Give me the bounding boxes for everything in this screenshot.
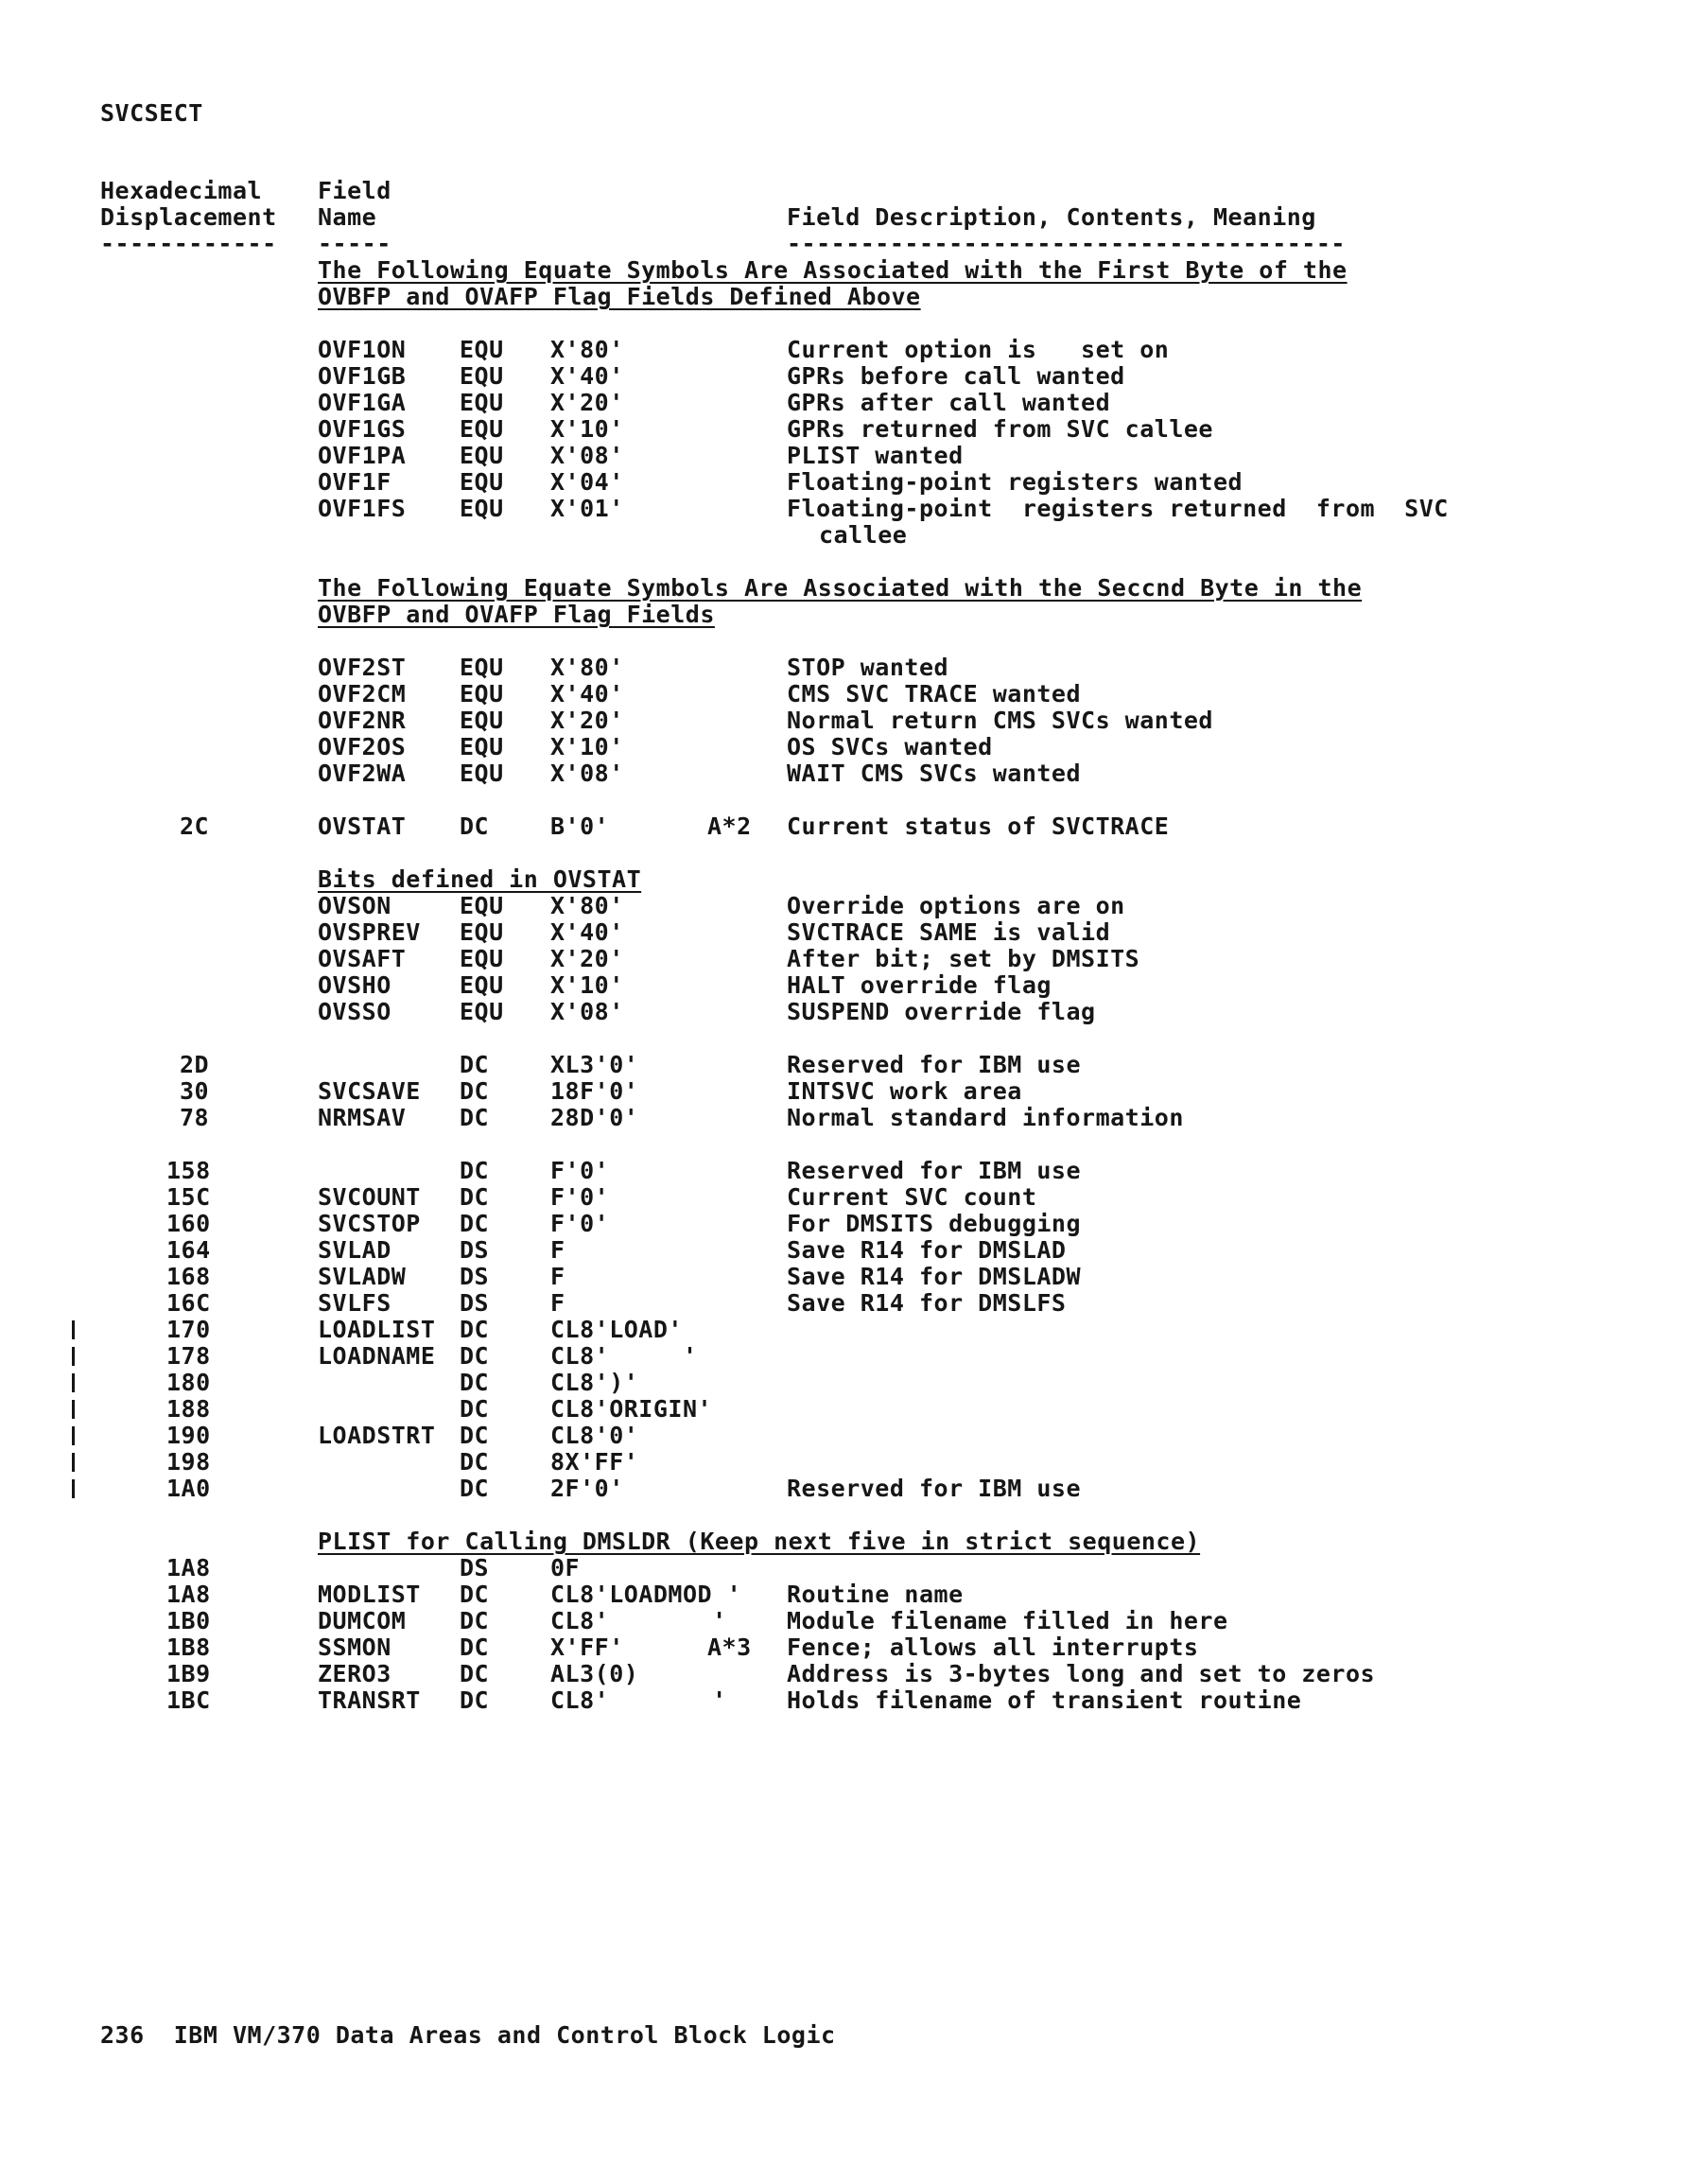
field-op: DC [460,1316,490,1343]
col-hex-dashes: ------------ [100,230,277,257]
field-op: DC [460,1422,490,1449]
field-op: EQU [460,945,504,972]
col-desc-label: Field Description, Contents, Meaning [787,203,1316,231]
field-desc: Normal return CMS SVCs wanted [787,707,1213,734]
displacement: 158 [166,1157,211,1184]
field-name: OVSSO [318,998,391,1025]
displacement: 178 [166,1342,211,1370]
col-name-dashes: ----- [318,230,391,257]
change-bar [72,1347,75,1366]
field-desc-continued: callee [819,521,908,549]
field-name: OVF2OS [318,733,407,760]
field-desc: PLIST wanted [787,442,964,469]
field-name: SVLAD [318,1236,391,1264]
plist-heading: PLIST for Calling DMSLDR (Keep next five in strict sequence) [318,1528,1201,1555]
field-name: OVF1ON [318,336,407,363]
field-name: SVLFS [318,1289,391,1317]
field-op: EQU [460,760,504,787]
field-name: OVF2NR [318,707,407,734]
field-desc: Floating-point registers returned from SVC [787,495,1449,522]
section-heading: OVBFP and OVAFP Flag Fields Defined Above [318,283,921,310]
field-desc: GPRs after call wanted [787,389,1111,416]
page-footer: 236 IBM VM/370 Data Areas and Control Block Logic [100,2021,836,2049]
field-value: X'FF' [550,1634,624,1661]
field-desc: Override options are on [787,892,1125,919]
field-value: CL8'ORIGIN' [550,1395,713,1423]
field-desc: Module filename filled in here [787,1607,1228,1634]
field-value: X'20' [550,945,624,972]
col-hex-label-1: Hexadecimal [100,177,263,204]
field-desc: Floating-point registers wanted [787,468,1244,496]
col-hex-label-2: Displacement [100,203,277,231]
displacement: 1B8 [166,1634,211,1661]
field-op: EQU [460,707,504,734]
displacement: 1B9 [166,1660,211,1687]
field-op: EQU [460,442,504,469]
field-op: EQU [460,680,504,708]
field-value: X'80' [550,336,624,363]
page-header: SVCSECT [100,99,203,127]
field-op: DC [460,1051,490,1078]
field-op: DC [460,1607,490,1634]
field-desc: Reserved for IBM use [787,1475,1082,1502]
field-name: LOADLIST [318,1316,436,1343]
field-op: DS [460,1554,490,1581]
field-value: X'40' [550,680,624,708]
field-op: EQU [460,654,504,681]
field-value: B'0' [550,812,610,840]
change-bar [72,1426,75,1445]
field-value: X'80' [550,892,624,919]
field-op: EQU [460,998,504,1025]
displacement: 1BC [166,1686,211,1714]
field-name: SVCOUNT [318,1183,421,1211]
field-value: CL8' ' [550,1342,698,1370]
displacement: 198 [166,1448,211,1476]
field-name: OVF1PA [318,442,407,469]
field-desc: Current option is set on [787,336,1170,363]
field-name: OVSPREV [318,918,421,946]
field-desc: SVCTRACE SAME is valid [787,918,1111,946]
field-op: DC [460,1369,490,1396]
field-desc: GPRs before call wanted [787,362,1125,390]
field-name: OVF1GS [318,415,407,443]
field-desc: CMS SVC TRACE wanted [787,680,1082,708]
field-op: DC [460,1157,490,1184]
field-name: OVSAFT [318,945,407,972]
field-op: DC [460,1686,490,1714]
bits-heading: Bits defined in OVSTAT [318,865,642,893]
field-value: CL8'0' [550,1422,639,1449]
field-desc: Reserved for IBM use [787,1157,1082,1184]
field-desc: After bit; set by DMSITS [787,945,1140,972]
displacement: 170 [166,1316,211,1343]
field-alignment: A*3 [707,1634,752,1661]
field-desc: Save R14 for DMSLAD [787,1236,1067,1264]
change-bar [72,1320,75,1339]
field-value: F [550,1263,565,1290]
field-name: TRANSRT [318,1686,421,1714]
field-name: MODLIST [318,1581,421,1608]
displacement: 1A0 [166,1475,211,1502]
field-name: DUMCOM [318,1607,407,1634]
field-name: SVCSTOP [318,1210,421,1237]
section-heading: The Following Equate Symbols Are Associated with the Seccnd Byte in the [318,574,1363,602]
displacement: 164 [166,1236,211,1264]
field-value: 0F [550,1554,581,1581]
field-op: DC [460,1634,490,1661]
displacement: 1B0 [166,1607,211,1634]
field-name: LOADNAME [318,1342,436,1370]
field-value: F'0' [550,1183,610,1211]
displacement: 190 [166,1422,211,1449]
field-value: F [550,1289,565,1317]
field-value: X'10' [550,971,624,999]
field-name: OVF2WA [318,760,407,787]
field-value: AL3(0) [550,1660,639,1687]
displacement: 180 [166,1369,211,1396]
field-op: DC [460,1475,490,1502]
field-op: DC [460,1395,490,1423]
change-bar [72,1400,75,1419]
field-name: ZERO3 [318,1660,391,1687]
field-op: DC [460,1448,490,1476]
field-desc: Fence; allows all interrupts [787,1634,1199,1661]
displacement: 1A8 [166,1581,211,1608]
section-heading: OVBFP and OVAFP Flag Fields [318,601,715,628]
field-value: CL8'LOAD' [550,1316,683,1343]
displacement: 30 [180,1077,210,1105]
change-bar [72,1373,75,1392]
field-value: X'10' [550,733,624,760]
displacement: 78 [180,1104,210,1131]
field-desc: GPRs returned from SVC callee [787,415,1213,443]
field-name: SVCSAVE [318,1077,421,1105]
displacement: 16C [166,1289,211,1317]
field-value: XL3'0' [550,1051,639,1078]
field-op: DS [460,1263,490,1290]
change-bar [72,1479,75,1498]
col-name-label-2: Name [318,203,377,231]
displacement: 1A8 [166,1554,211,1581]
field-desc: Holds filename of transient routine [787,1686,1302,1714]
field-op: DC [460,1183,490,1211]
field-desc: Current SVC count [787,1183,1037,1211]
field-op: EQU [460,389,504,416]
field-value: X'01' [550,495,624,522]
displacement: 15C [166,1183,211,1211]
field-name: OVSTAT [318,812,407,840]
field-desc: Reserved for IBM use [787,1051,1082,1078]
field-desc: SUSPEND override flag [787,998,1096,1025]
field-desc: OS SVCs wanted [787,733,993,760]
field-op: DC [460,1104,490,1131]
field-desc: Current status of SVCTRACE [787,812,1170,840]
field-desc: Routine name [787,1581,964,1608]
field-op: EQU [460,495,504,522]
field-name: OVF2CM [318,680,407,708]
field-value: X'04' [550,468,624,496]
field-desc: Save R14 for DMSLADW [787,1263,1082,1290]
field-name: OVF1FS [318,495,407,522]
field-value: X'08' [550,760,624,787]
displacement: 2C [180,812,210,840]
field-name: NRMSAV [318,1104,407,1131]
field-op: DC [460,1342,490,1370]
field-op: DC [460,1210,490,1237]
field-op: EQU [460,971,504,999]
field-op: EQU [460,336,504,363]
field-value: X'40' [550,362,624,390]
field-op: EQU [460,733,504,760]
field-desc: STOP wanted [787,654,949,681]
field-value: 18F'0' [550,1077,639,1105]
field-value: CL8' ' [550,1686,727,1714]
change-bar [72,1453,75,1472]
displacement: 2D [180,1051,210,1078]
field-name: SVLADW [318,1263,407,1290]
field-op: EQU [460,468,504,496]
field-value: X'08' [550,998,624,1025]
field-op: DC [460,1077,490,1105]
field-op: DC [460,1581,490,1608]
field-name: OVSHO [318,971,391,999]
field-value: 28D'0' [550,1104,639,1131]
field-name: OVF2ST [318,654,407,681]
field-value: CL8')' [550,1369,639,1396]
field-desc: For DMSITS debugging [787,1210,1082,1237]
field-value: 8X'FF' [550,1448,639,1476]
field-name: SSMON [318,1634,391,1661]
field-desc: Save R14 for DMSLFS [787,1289,1067,1317]
field-op: DS [460,1236,490,1264]
col-name-label-1: Field [318,177,391,204]
section-heading: The Following Equate Symbols Are Associated with the First Byte of the [318,256,1348,284]
field-value: X'80' [550,654,624,681]
field-op: EQU [460,892,504,919]
col-desc-dashes: -------------------------------------- [787,230,1346,257]
field-op: EQU [460,918,504,946]
displacement: 188 [166,1395,211,1423]
displacement: 160 [166,1210,211,1237]
field-value: F [550,1236,565,1264]
field-value: CL8' ' [550,1607,727,1634]
field-value: F'0' [550,1157,610,1184]
field-value: X'08' [550,442,624,469]
field-name: OVSON [318,892,391,919]
field-op: EQU [460,415,504,443]
field-value: 2F'0' [550,1475,624,1502]
field-desc: WAIT CMS SVCs wanted [787,760,1082,787]
field-op: DC [460,1660,490,1687]
displacement: 168 [166,1263,211,1290]
field-value: F'0' [550,1210,610,1237]
field-op: DC [460,812,490,840]
field-desc: Address is 3-bytes long and set to zeros [787,1660,1376,1687]
field-name: LOADSTRT [318,1422,436,1449]
field-op: DS [460,1289,490,1317]
field-alignment: A*2 [707,812,752,840]
field-value: X'10' [550,415,624,443]
field-name: OVF1F [318,468,391,496]
field-value: X'20' [550,707,624,734]
field-desc: INTSVC work area [787,1077,1022,1105]
field-op: EQU [460,362,504,390]
field-value: X'20' [550,389,624,416]
field-value: X'40' [550,918,624,946]
field-name: OVF1GB [318,362,407,390]
field-name: OVF1GA [318,389,407,416]
field-desc: HALT override flag [787,971,1052,999]
field-desc: Normal standard information [787,1104,1184,1131]
field-value: CL8'LOADMOD ' [550,1581,742,1608]
